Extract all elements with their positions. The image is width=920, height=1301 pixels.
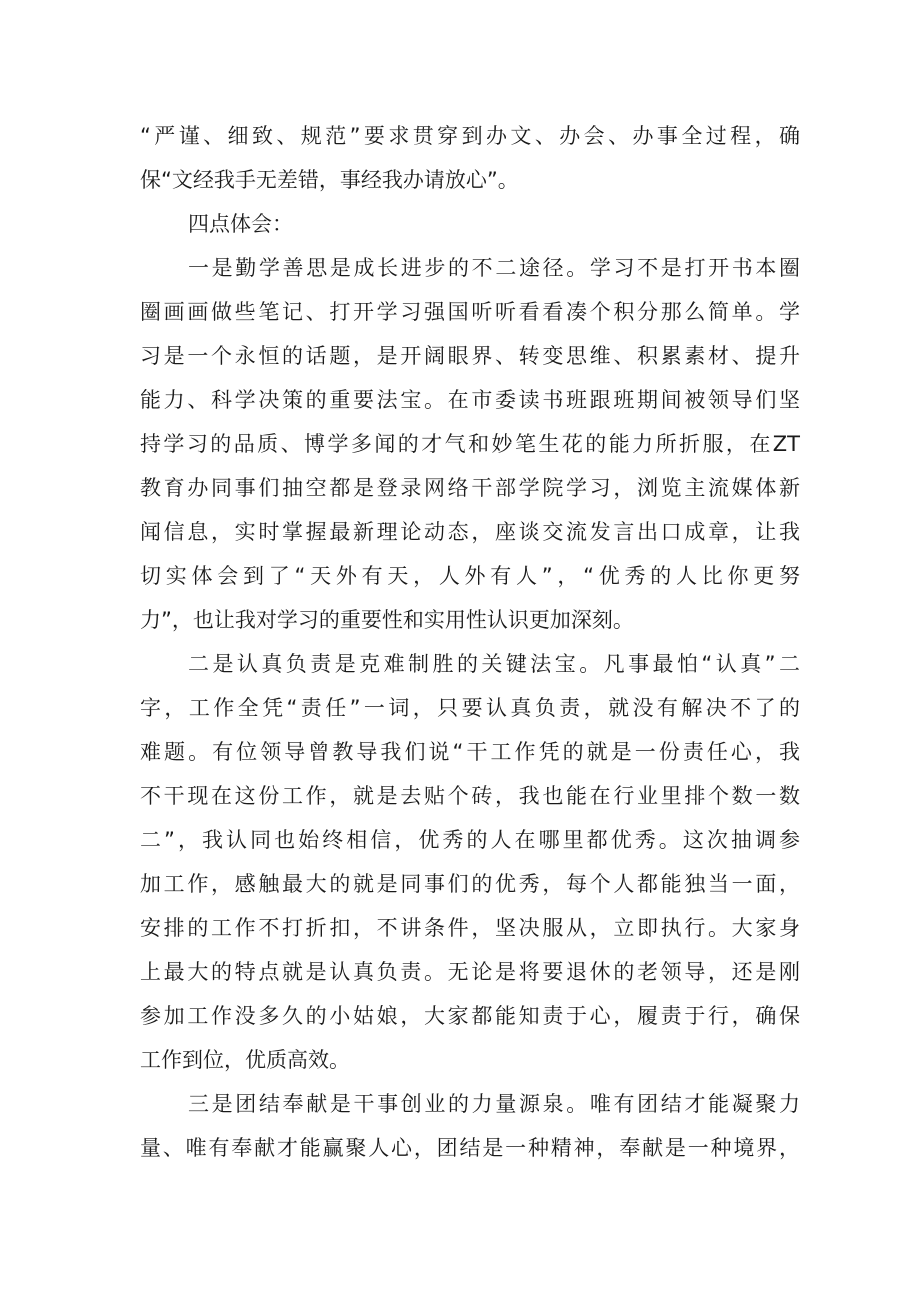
paragraph-line: 切实体会到了“天外有天，人外有人”，“优秀的人比你更努	[140, 564, 800, 588]
paragraph-line: 加工作，感触最大的就是同事们的优秀，每个人都能独当一面，	[140, 872, 800, 896]
paragraph-line: 参加工作没多久的小姑娘，大家都能知责于心，履责于行，确保	[140, 1004, 800, 1028]
paragraph-line: 闻信息，实时掌握最新理论动态，座谈交流发言出口成章，让我	[140, 520, 800, 544]
paragraph-line: 持学习的品质、博学多闻的才气和妙笔生花的能力所折服，在ZT	[140, 432, 800, 456]
paragraph-line: 习是一个永恒的话题，是开阔眼界、转变思维、积累素材、提升	[140, 344, 800, 368]
paragraph-first-line: 二是认真负责是克难制胜的关键法宝。凡事最怕“认真”二	[188, 652, 800, 676]
paragraph-line: 难题。有位领导曾教导我们说“干工作凭的就是一份责任心，我	[140, 740, 800, 764]
paragraph-line: 能力、科学决策的重要法宝。在市委读书班跟班期间被领导们坚	[140, 388, 800, 412]
paragraph-continuation-line: “严谨、细致、规范”要求贯穿到办文、办会、办事全过程，确	[140, 124, 800, 148]
paragraph-line: 字，工作全凭“责任”一词，只要认真负责，就没有解决不了的	[140, 696, 800, 720]
paragraph-first-line: 一是勤学善思是成长进步的不二途径。学习不是打开书本圈	[188, 256, 800, 280]
paragraph-line: 教育办同事们抽空都是登录网络干部学院学习，浏览主流媒体新	[140, 476, 800, 500]
paragraph-line: 工作到位，优质高效。	[140, 1048, 350, 1072]
paragraph-line: 力”，也让我对学习的重要性和实用性认识更加深刻。	[140, 608, 634, 632]
paragraph-continuation-line: 保“文经我手无差错，事经我办请放心”。	[140, 168, 519, 192]
paragraph-line: 量、唯有奉献才能赢聚人心，团结是一种精神，奉献是一种境界，	[140, 1136, 800, 1160]
paragraph-line: 圈画画做些笔记、打开学习强国听听看看凑个积分那么简单。学	[140, 300, 800, 324]
paragraph-line: 二”，我认同也始终相信，优秀的人在哪里都优秀。这次抽调参	[140, 828, 800, 852]
paragraph-line: 不干现在这份工作，就是去贴个砖，我也能在行业里排个数一数	[140, 784, 800, 808]
section-heading: 四点体会：	[188, 212, 293, 236]
paragraph-line: 上最大的特点就是认真负责。无论是将要退休的老领导，还是刚	[140, 960, 800, 984]
paragraph-line: 安排的工作不打折扣，不讲条件，坚决服从，立即执行。大家身	[140, 916, 800, 940]
paragraph-first-line: 三是团结奉献是干事创业的力量源泉。唯有团结才能凝聚力	[188, 1092, 800, 1116]
